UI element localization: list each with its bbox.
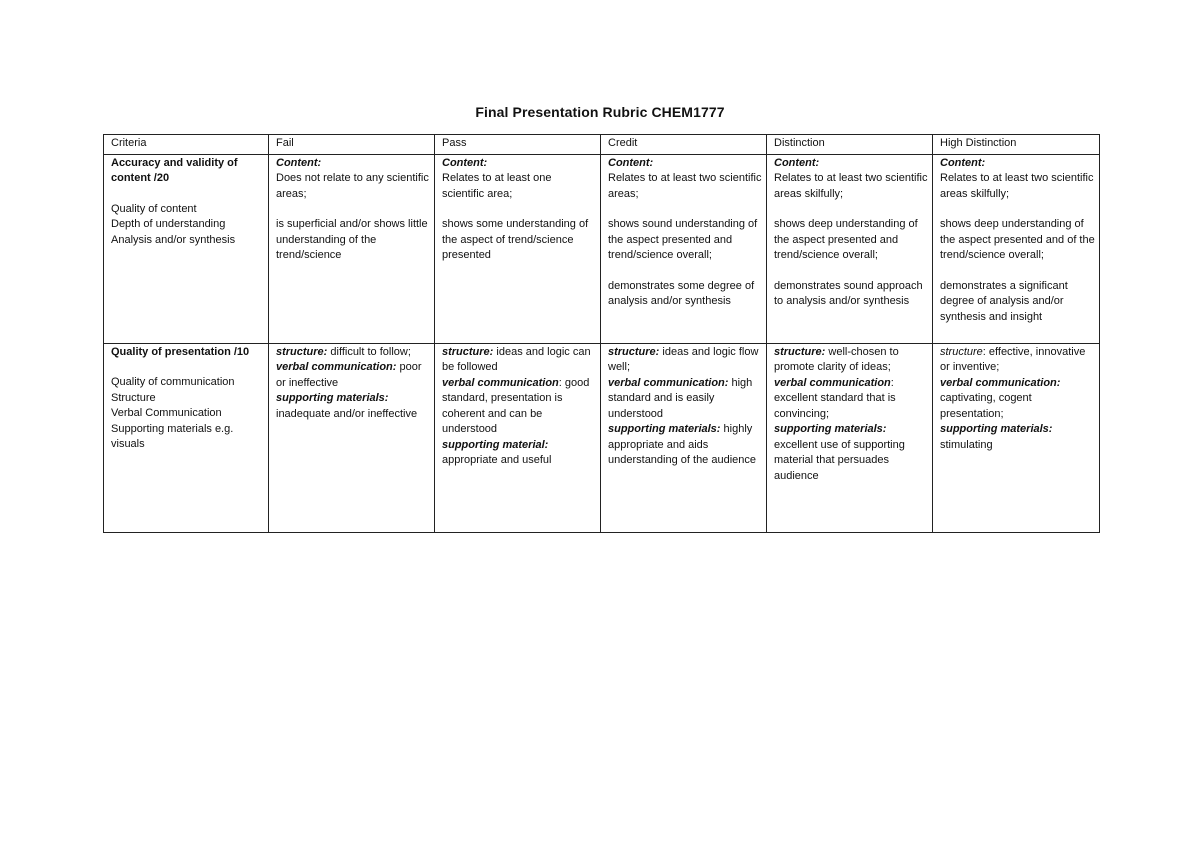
column-header-fail: Fail bbox=[269, 135, 435, 155]
criteria-item: Depth of understanding bbox=[111, 218, 226, 230]
structure-descriptor bbox=[774, 345, 928, 376]
criteria-cell bbox=[104, 154, 269, 343]
structure-descriptor bbox=[276, 345, 430, 361]
structure-text: difficult to follow; bbox=[327, 345, 411, 358]
structure-label: structure: bbox=[774, 345, 826, 358]
verbal-text: high standard and is easily understood bbox=[608, 376, 753, 420]
cell-pass bbox=[435, 154, 601, 343]
column-header-pass: Pass bbox=[435, 135, 601, 155]
supporting-text: highly appropriate and aids understanding of the audience bbox=[608, 423, 757, 466]
verbal-descriptor bbox=[940, 376, 1095, 423]
supporting-descriptor bbox=[940, 422, 1095, 453]
cell-distinction bbox=[767, 343, 933, 532]
rubric-table bbox=[103, 134, 1100, 533]
criteria-cell bbox=[104, 343, 269, 532]
cell-paragraph: demonstrates a significant degree of analysis and/or synthesis and insight bbox=[940, 279, 1068, 323]
cell-paragraph: demonstrates some degree of analysis and/or synthesis bbox=[608, 279, 755, 307]
cell-paragraph: shows deep understanding of the aspect presented and trend/science overall; bbox=[774, 218, 918, 261]
page-title: Final Presentation Rubric CHEM1777 bbox=[475, 104, 725, 120]
criteria-item: Structure bbox=[111, 391, 156, 404]
criteria-title: Quality of presentation /10 bbox=[111, 345, 250, 358]
column-header-high-distinction: High Distinction bbox=[933, 135, 1100, 155]
cell-distinction bbox=[767, 154, 933, 343]
cell-paragraph: shows deep understanding of the aspect presented and of the trend/science overall; bbox=[940, 218, 1095, 261]
verbal-text: captivating, cogent presentation; bbox=[940, 392, 1032, 420]
supporting-label: supporting material: bbox=[442, 438, 549, 451]
verbal-label: verbal communication: bbox=[940, 376, 1061, 389]
structure-label: structure: bbox=[276, 345, 328, 358]
supporting-label: supporting materials: bbox=[940, 423, 1053, 435]
cell-high-distinction bbox=[933, 343, 1100, 532]
verbal-label: verbal communication: bbox=[608, 376, 729, 389]
criteria-item: Verbal Communication bbox=[111, 407, 222, 419]
verbal-label: verbal communication bbox=[442, 376, 559, 389]
cell-paragraph: shows sound understanding of the aspect presented and trend/science overall; bbox=[608, 218, 758, 261]
structure-text: ideas and logic flow well; bbox=[608, 345, 759, 373]
cell-heading: Content: bbox=[276, 156, 322, 169]
criteria-item: Quality of communication bbox=[111, 376, 235, 388]
criteria-item: Supporting materials e.g. visuals bbox=[111, 422, 234, 450]
supporting-descriptor bbox=[774, 422, 928, 484]
structure-label: structure bbox=[940, 345, 983, 358]
cell-fail bbox=[269, 343, 435, 532]
structure-label: structure: bbox=[442, 345, 494, 358]
cell-heading: Content: bbox=[442, 156, 488, 169]
cell-credit bbox=[601, 154, 767, 343]
supporting-label: supporting materials: bbox=[608, 423, 721, 435]
supporting-descriptor bbox=[442, 438, 596, 469]
supporting-text: excellent use of supporting material that persuades audience bbox=[774, 438, 905, 482]
table-row-content bbox=[104, 154, 1100, 343]
cell-paragraph: Does not relate to any scientific areas; bbox=[276, 172, 429, 200]
cell-paragraph: Relates to at least two scientific areas skilfully; bbox=[940, 172, 1094, 200]
cell-fail bbox=[269, 154, 435, 343]
supporting-text: inadequate and/or ineffective bbox=[276, 407, 418, 420]
column-header-criteria: Criteria bbox=[104, 135, 269, 155]
verbal-text: : excellent standard that is convincing; bbox=[774, 376, 896, 420]
cell-paragraph: Relates to at least two scientific areas skilfully; bbox=[774, 172, 928, 200]
verbal-label: verbal communication bbox=[774, 376, 891, 389]
structure-descriptor bbox=[608, 345, 762, 376]
cell-heading: Content: bbox=[940, 156, 986, 169]
verbal-descriptor bbox=[442, 376, 596, 438]
supporting-label: supporting materials: bbox=[276, 392, 389, 404]
header-row bbox=[104, 135, 1100, 155]
table-row-presentation bbox=[104, 343, 1100, 532]
structure-descriptor bbox=[442, 345, 596, 376]
cell-paragraph: is superficial and/or shows little understanding of the trend/science bbox=[276, 218, 428, 261]
cell-paragraph: demonstrates sound approach to analysis and/or synthesis bbox=[774, 279, 923, 307]
verbal-label: verbal communication: bbox=[276, 361, 397, 373]
structure-descriptor bbox=[940, 345, 1095, 376]
verbal-descriptor bbox=[276, 360, 430, 391]
verbal-text: poor or ineffective bbox=[276, 361, 422, 389]
structure-label: structure: bbox=[608, 345, 660, 358]
criteria-list bbox=[111, 202, 264, 249]
cell-heading: Content: bbox=[608, 156, 654, 169]
cell-heading: Content: bbox=[774, 156, 820, 169]
structure-text: well-chosen to promote clarity of ideas; bbox=[774, 345, 899, 373]
cell-credit bbox=[601, 343, 767, 532]
structure-text: : effective, innovative or inventive; bbox=[940, 345, 1086, 373]
column-header-credit: Credit bbox=[601, 135, 767, 155]
supporting-descriptor bbox=[276, 391, 430, 422]
verbal-descriptor bbox=[774, 376, 928, 423]
criteria-item: Quality of content bbox=[111, 202, 197, 215]
supporting-label: supporting materials: bbox=[774, 423, 887, 435]
supporting-text: appropriate and useful bbox=[442, 454, 552, 466]
cell-high-distinction bbox=[933, 154, 1100, 343]
criteria-item: Analysis and/or synthesis bbox=[111, 233, 236, 246]
supporting-text: stimulating bbox=[940, 438, 993, 451]
cell-paragraph: Relates to at least two scientific areas; bbox=[608, 172, 762, 200]
criteria-title: Accuracy and validity of content /20 bbox=[111, 156, 238, 184]
supporting-descriptor bbox=[608, 422, 762, 469]
verbal-text: : good standard, presentation is coherent and can be understood bbox=[442, 376, 590, 435]
cell-pass bbox=[435, 343, 601, 532]
structure-text: ideas and logic can be followed bbox=[442, 345, 591, 373]
cell-paragraph: shows some understanding of the aspect of trend/science presented bbox=[442, 218, 589, 261]
cell-paragraph: Relates to at least one scientific area; bbox=[442, 172, 552, 200]
verbal-descriptor bbox=[608, 376, 762, 423]
criteria-list bbox=[111, 375, 264, 453]
column-header-distinction: Distinction bbox=[767, 135, 933, 155]
